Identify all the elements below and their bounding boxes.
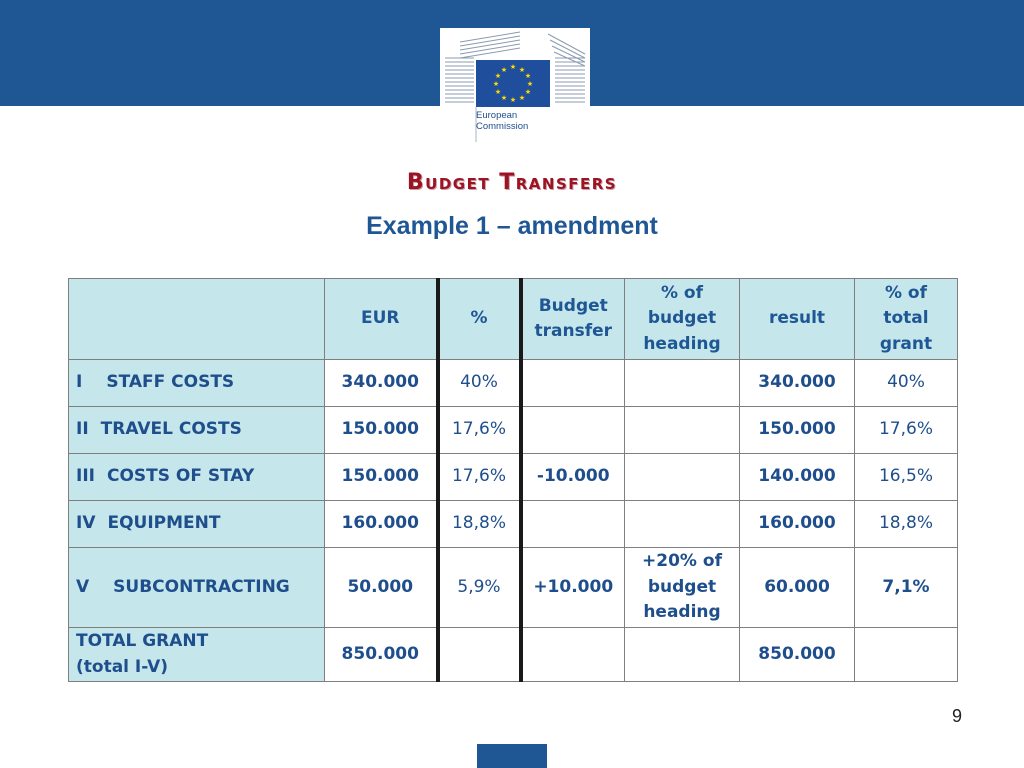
page-title: Budget Transfers (406, 170, 618, 195)
row-label-text: STAFF COSTS (106, 372, 235, 393)
svg-text:★: ★ (494, 88, 502, 96)
header-pct-budget-heading-line3: heading (643, 333, 721, 354)
table-row (69, 407, 958, 454)
header-category (69, 279, 325, 360)
page-number: 9 (951, 706, 962, 726)
cell-pct-budget-heading (625, 454, 740, 501)
total-result: 850.000 (740, 628, 855, 682)
cell-eur: 150.000 (325, 454, 438, 501)
total-pct-total-grant (855, 628, 958, 682)
total-percent (438, 628, 521, 682)
cell-pct-budget-heading (625, 360, 740, 407)
table-row (69, 454, 958, 501)
page-subtitle: Example 1 – amendment (366, 212, 658, 240)
cell-eur: 340.000 (325, 360, 438, 407)
header-pct-budget-heading-line2: budget (647, 308, 717, 329)
svg-text:★: ★ (524, 72, 532, 80)
logo-text-line1: European (476, 110, 518, 121)
svg-text:★: ★ (518, 94, 526, 102)
cell-eur: 160.000 (325, 501, 438, 548)
total-eur: 850.000 (325, 628, 438, 682)
budget-table (68, 278, 958, 682)
row-label-text: COSTS OF STAY (106, 466, 255, 487)
cell-pct-budget-heading (625, 548, 740, 628)
cell-budget-transfer (521, 407, 625, 454)
row-label (69, 454, 325, 501)
cell-percent: 18,8% (438, 501, 521, 548)
cell-percent: 17,6% (438, 454, 521, 501)
svg-text:★: ★ (524, 88, 532, 96)
cell-budget-transfer (521, 501, 625, 548)
table-row (69, 548, 958, 628)
cell-pct-total-grant: 7,1% (855, 548, 958, 628)
table-row (69, 360, 958, 407)
svg-text:★: ★ (518, 66, 526, 74)
cell-percent: 17,6% (438, 407, 521, 454)
header-budget-transfer (521, 279, 625, 360)
cell-pct-total-grant: 18,8% (855, 501, 958, 548)
row-label-text: SUBCONTRACTING (113, 576, 290, 597)
total-budget-transfer (521, 628, 625, 682)
row-number: II (76, 419, 89, 440)
cell-result: 160.000 (740, 501, 855, 548)
cell-pct-budget-heading (625, 501, 740, 548)
row-number: III (76, 466, 95, 487)
svg-text:★: ★ (500, 94, 508, 102)
header-pct-total-grant-line2: total (883, 308, 929, 329)
total-label (69, 628, 325, 682)
header-pct-total-grant-line3: grant (879, 333, 933, 354)
row-label (69, 501, 325, 548)
svg-text:★: ★ (494, 72, 502, 80)
row-number: I (76, 372, 83, 393)
cell-pct-total-grant: 17,6% (855, 407, 958, 454)
cell-budget-transfer: -10.000 (521, 454, 625, 501)
bottom-flag-tab (477, 744, 547, 768)
cell-result: 150.000 (740, 407, 855, 454)
header-budget-transfer-line2: transfer (534, 321, 612, 341)
row-label (69, 548, 325, 628)
total-label-line2: (total I-V) (76, 656, 168, 677)
table-header-row (69, 279, 958, 360)
cell-eur: 50.000 (325, 548, 438, 628)
header-percent: % (438, 279, 521, 360)
header-pct-budget-heading (625, 279, 740, 360)
logo-text (476, 110, 556, 132)
cell-result: 140.000 (740, 454, 855, 501)
row-label (69, 407, 325, 454)
svg-text:★: ★ (509, 63, 517, 71)
european-commission-logo (440, 28, 590, 146)
cell-budget-transfer (521, 360, 625, 407)
row-label (69, 360, 325, 407)
cell-budget-transfer: +10.000 (521, 548, 625, 628)
cell-percent: 5,9% (438, 548, 521, 628)
total-label-line1: TOTAL GRANT (76, 631, 209, 651)
table-row (69, 501, 958, 548)
cell-pct-budget-heading-line3: heading (643, 602, 721, 623)
cell-result: 60.000 (740, 548, 855, 628)
header-result: result (740, 279, 855, 360)
row-number: IV (76, 513, 96, 534)
cell-pct-total-grant: 40% (855, 360, 958, 407)
header-eur: EUR (325, 279, 438, 360)
cell-pct-budget-heading-line2: budget (647, 576, 717, 597)
row-number: V (76, 576, 90, 597)
header-pct-budget-heading-line1: % of (660, 282, 704, 303)
table-total-row (69, 628, 958, 682)
cell-pct-budget-heading-line1: +20% of (642, 551, 722, 572)
total-pct-budget-heading (625, 628, 740, 682)
cell-result: 340.000 (740, 360, 855, 407)
cell-pct-budget-heading (625, 407, 740, 454)
svg-text:★: ★ (500, 66, 508, 74)
row-label-text: TRAVEL COSTS (100, 419, 242, 440)
row-label-text: EQUIPMENT (107, 513, 221, 534)
logo-text-line2: Commission (476, 121, 529, 132)
header-budget-transfer-line1: Budget (538, 295, 608, 316)
header-pct-total-grant (855, 279, 958, 360)
svg-text:★: ★ (509, 96, 517, 104)
svg-text:★: ★ (492, 80, 500, 88)
cell-pct-total-grant: 16,5% (855, 454, 958, 501)
header-pct-total-grant-line1: % of (884, 282, 928, 303)
cell-eur: 150.000 (325, 407, 438, 454)
cell-percent: 40% (438, 360, 521, 407)
svg-text:★: ★ (526, 80, 534, 88)
